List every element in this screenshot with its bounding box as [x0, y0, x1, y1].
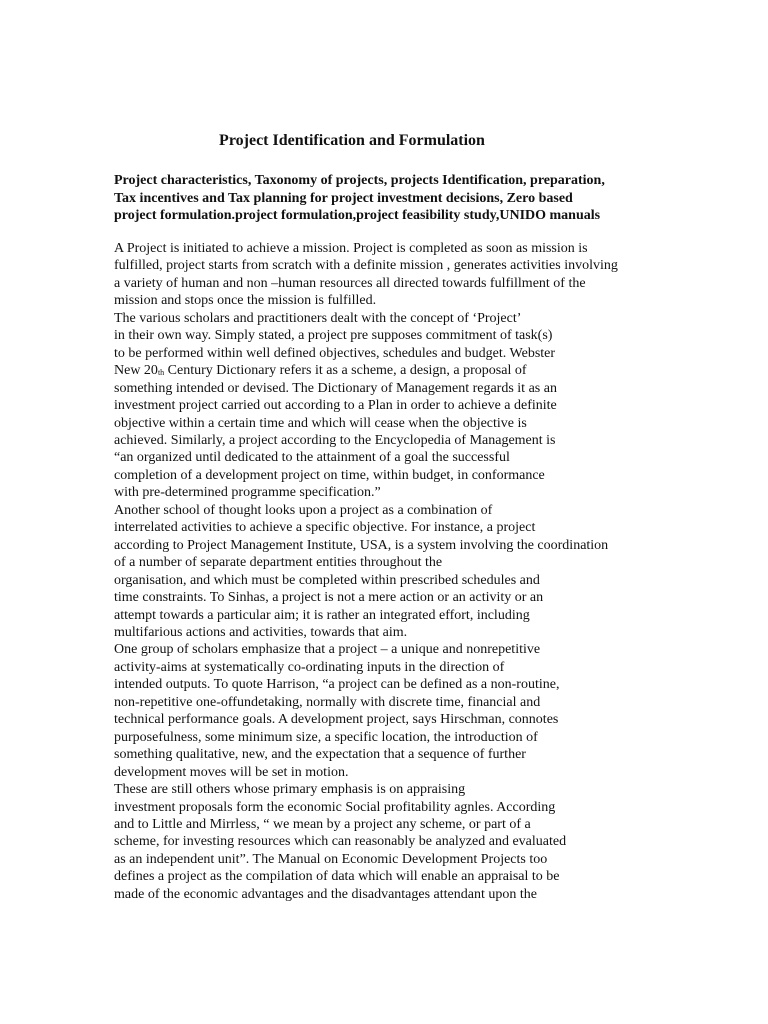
- body-line: Another school of thought looks upon a project as a combination of: [114, 502, 493, 518]
- body-line: investment project carried out according to a Plan in order to achieve a definite: [114, 398, 557, 414]
- body-line: a variety of human and non –human resources all directed towards fulfillment of the: [114, 275, 586, 291]
- body-line: organisation, and which must be completed within prescribed schedules and: [114, 572, 540, 588]
- body-line: to be performed within well defined objectives, schedules and budget. Webster: [114, 345, 556, 361]
- body-line: mission and stops once the mission is fulfilled.: [114, 293, 377, 309]
- body-line: multifarious actions and activities, towards that aim.: [114, 624, 408, 640]
- document-subtitle: [114, 172, 674, 225]
- body-line: development moves will be set in motion.: [114, 764, 349, 780]
- body-line: activity-aims at systematically co-ordinating inputs in the direction of: [114, 659, 505, 675]
- body-line-text: Century Dictionary refers it as a scheme, a design, a proposal of: [164, 363, 527, 379]
- body-line: fulfilled, project starts from scratch with a definite mission , generates activities involving: [114, 258, 618, 274]
- body-line: investment proposals form the economic Social profitability agnles. According: [114, 799, 556, 815]
- body-line: intended outputs. To quote Harrison, “a project can be defined as a non-routine,: [114, 677, 560, 693]
- body-line-text: New 20: [114, 363, 158, 379]
- body-line: and to Little and Mirrless, “ we mean by a project any scheme, or part of a: [114, 816, 531, 832]
- body-line: completion of a development project on time, within budget, in conformance: [114, 467, 545, 483]
- body-line: “an organized until dedicated to the attainment of a goal the successful: [114, 450, 510, 466]
- ordinal-suffix: th: [157, 368, 165, 378]
- body-line: time constraints. To Sinhas, a project is not a mere action or an activity or an: [114, 590, 544, 606]
- body-line: defines a project as the compilation of data which will enable an appraisal to be: [114, 869, 560, 885]
- subtitle-line: project formulation.project formulation,project feasibility study,UNIDO manuals: [114, 208, 601, 223]
- body-line: One group of scholars emphasize that a project – a unique and nonrepetitive: [114, 642, 541, 658]
- body-line: of a number of separate department entities throughout the: [114, 555, 443, 571]
- body-line: non-repetitive one-offundetaking, normally with discrete time, financial and: [114, 694, 541, 710]
- body-line: [114, 362, 674, 379]
- body-line: The various scholars and practitioners dealt with the concept of ‘Project’: [114, 310, 522, 326]
- body-line: A Project is initiated to achieve a mission. Project is completed as soon as mission is: [114, 241, 588, 256]
- body-line: These are still others whose primary emphasis is on appraising: [114, 782, 466, 798]
- body-line: according to Project Management Institute, USA, is a system involving the coordination: [114, 537, 609, 553]
- body-line: with pre-determined programme specification.”: [114, 485, 381, 501]
- document-title: Project Identification and Formulation: [219, 132, 485, 149]
- subtitle-line: Project characteristics, Taxonomy of projects, projects Identification, preparation,: [114, 173, 605, 188]
- body-line: something intended or devised. The Dictionary of Management regards it as an: [114, 380, 557, 396]
- body-line: scheme, for investing resources which can reasonably be analyzed and evaluated: [114, 834, 567, 850]
- body-line: objective within a certain time and which will cease when the objective is: [114, 415, 527, 431]
- body-line: in their own way. Simply stated, a project pre supposes commitment of task(s): [114, 328, 553, 344]
- body-line: attempt towards a particular aim; it is rather an integrated effort, including: [114, 607, 530, 623]
- body-line: made of the economic advantages and the disadvantages attendant upon the: [114, 886, 537, 902]
- body-line: purposefulness, some minimum size, a specific location, the introduction of: [114, 729, 538, 745]
- body-line: as an independent unit”. The Manual on Economic Development Projects too: [114, 851, 548, 867]
- body-line: something qualitative, new, and the expectation that a sequence of further: [114, 747, 526, 763]
- body-line: achieved. Similarly, a project according to the Encyclopedia of Management is: [114, 432, 556, 448]
- subtitle-line: Tax incentives and Tax planning for project investment decisions, Zero based: [114, 190, 573, 206]
- body-line: technical performance goals. A development project, says Hirschman, connotes: [114, 712, 559, 728]
- body-line: interrelated activities to achieve a specific objective. For instance, a project: [114, 520, 536, 536]
- document-body: [114, 240, 674, 903]
